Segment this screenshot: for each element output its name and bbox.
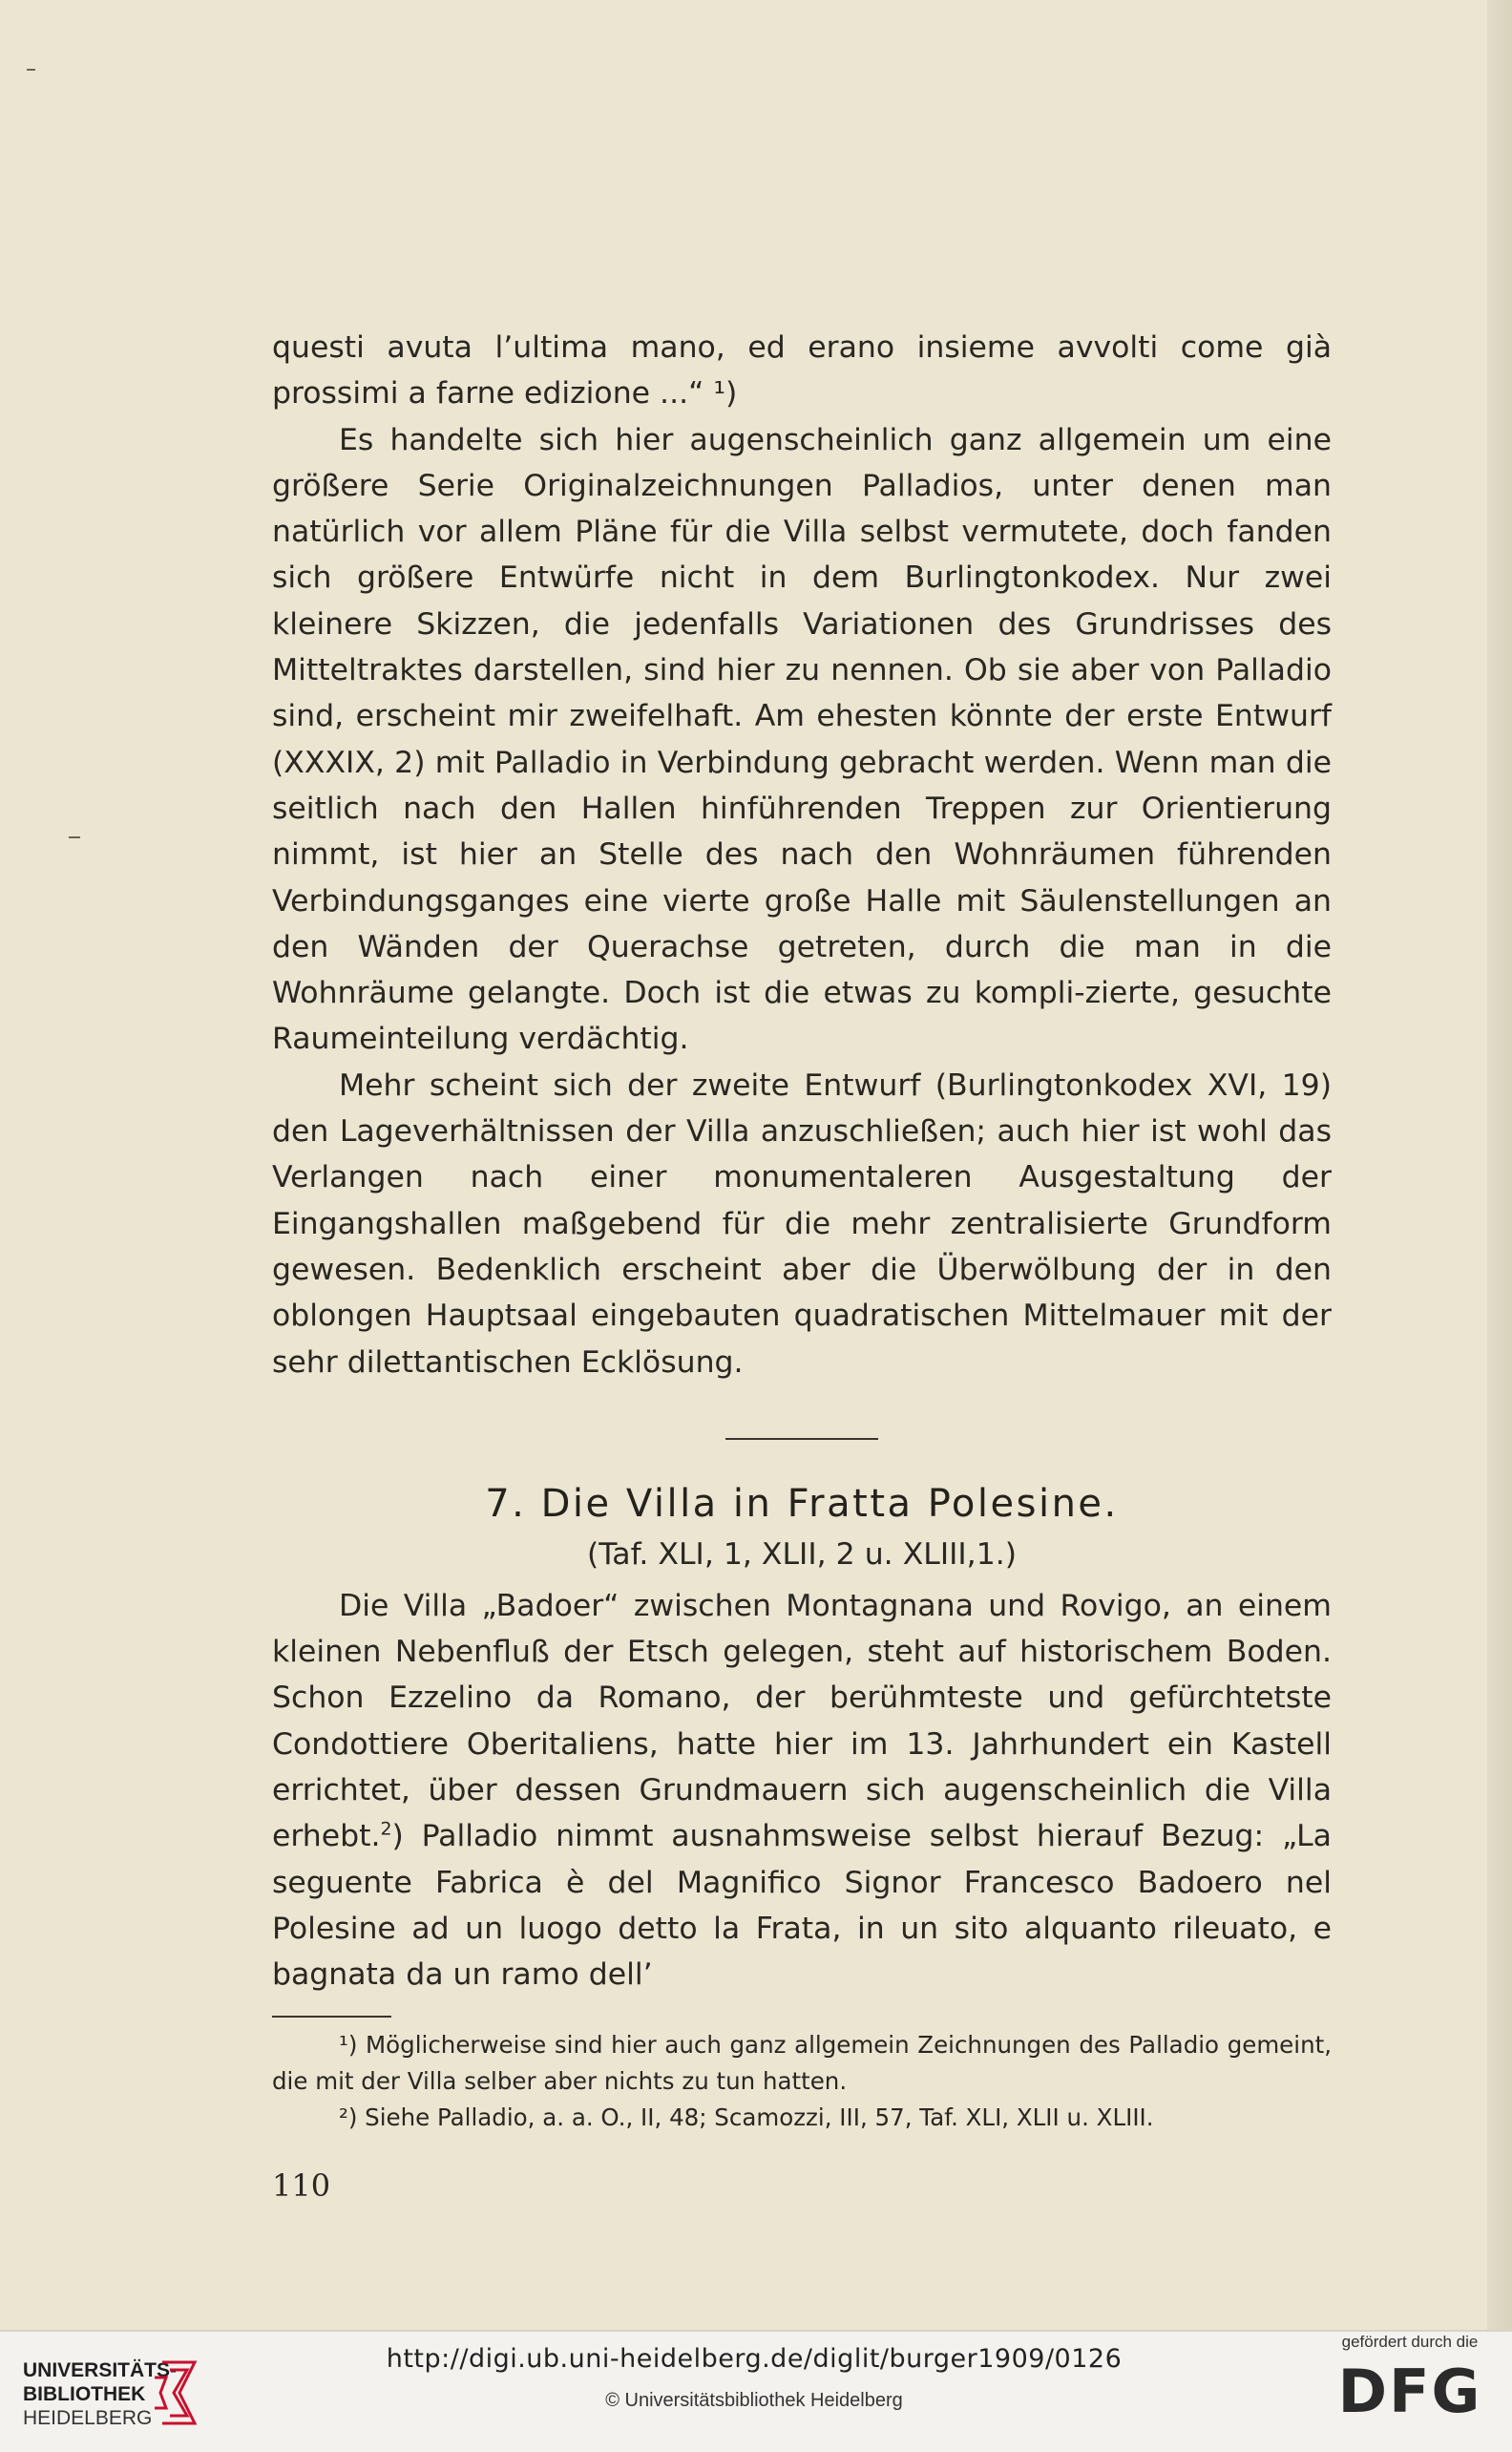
section-subtitle: (Taf. XLI, 1, XLII, 2 u. XLIII,1.) (586, 1536, 1018, 1572)
section-divider (725, 1438, 878, 1440)
paragraph-text: Die Villa „Badoer“ zwischen Montagnana und Rovigo, an einem kleinen Nebenfluß der Etsch gelegen, steht auf historischem Boden. Schon Ezzelino da Romano, der berühmteste und gefürchtetste Condottiere Oberitaliens, hatte hier im 13. Jahrhundert ein Kastell errichtet, über dessen Grundmauern sich augenscheinlich die Villa erhebt. (272, 1588, 1332, 1854)
footnotes (272, 2027, 1332, 2136)
paragraph (272, 1583, 1332, 1998)
permalink-url[interactable]: http://digi.ub.uni-heidelberg.de/diglit/burger1909/0126 (386, 2344, 1123, 2374)
paragraph-text: ) Palladio nimmt ausnahmsweise selbst hierauf Bezug: „La seguente Fabrica è del Magnifico Signor Francesco Badoero nel Polesine ad un luogo detto la Frata, in un sito alquanto rileuato, e bagnata da un ramo dell’ (272, 1819, 1332, 1993)
footnote: ¹) Möglicherweise sind hier auch ganz allgemein Zeichnungen des Palladio gemeint, die mit der Villa selber aber nichts zu tun hatten. (272, 2030, 1332, 2095)
footnote-rule (272, 2016, 391, 2018)
section-title: 7. Die Villa in Fratta Polesine. (485, 1481, 1119, 1526)
library-name-line3: HEIDELBERG (23, 2407, 153, 2429)
paragraph: Mehr scheint sich der zweite Entwurf (Burlingtonkodex XVI, 19) den Lageverhältnissen der Villa anzuschließen; auch hier ist wohl das Verlangen nach einer monumentaleren Ausgestaltung der Eingangshallen maßgebend für die mehr zentralisierte Grundform gewesen. Bedenklich erscheint aber die Überwölbung der in den oblongen Hauptsaal eingebauten quadratischen Mittelmauer mit der sehr dilettantischen Ecklösung. (272, 1067, 1332, 1380)
library-emblem-icon (153, 2355, 208, 2431)
page-edge-shadow (1487, 0, 1512, 2330)
paragraph: Es handelte sich hier augenscheinlich ganz allgemein um eine größere Serie Originalzeichnungen Palladios, unter denen man natürlich vor allem Pläne für die Villa selbst vermutete, doch fanden sich größere Entwürfe nicht in dem Burlingtonkodex. Nur zwei kleinere Skizzen, die jedenfalls Variationen des Grundrisses des Mitteltraktes darstellen, sind hier zu nennen. Ob sie aber von Palladio sind, erscheint mir zweifelhaft. Am ehesten könnte der erste Entwurf (XXXIX, 2) mit Palladio in Verbindung gebracht werden. Wenn man die seitlich nach den Hallen hinführenden Treppen zur Orientierung nimmt, ist hier an Stelle des nach den Wohnräumen führenden Verbindungsganges eine vierte große Halle mit Säulenstellungen an den Wänden der Querachse getreten, durch die man in die Wohnräume gelangte. Doch ist die etwas zu kompli-zierte, gesuchte Raumeinteilung verdächtig. (272, 422, 1332, 1057)
scan-mark (69, 836, 80, 838)
footnote: ²) Siehe Palladio, a. a. O., II, 48; Scamozzi, III, 57, Taf. XLI, XLII u. XLIII. (339, 2103, 1154, 2131)
library-name-line1: UNIVERSITÄTS- (23, 2359, 178, 2381)
dfg-logo[interactable]: DFG (1337, 2357, 1482, 2426)
page-number: 110 (272, 2167, 331, 2204)
body-text (272, 325, 1332, 2209)
scan-mark (27, 69, 35, 71)
copyright-notice: © Universitätsbibliothek Heidelberg (605, 2390, 903, 2411)
footnote-ref: 2 (380, 1818, 392, 1840)
funding-note: gefördert durch die (1341, 2333, 1479, 2351)
continuation-paragraph: questi avuta l’ultima mano, ed erano insieme avvolti come già prossimi a farne edizione ...“ ¹) (272, 330, 1332, 412)
library-name-line2: BIBLIOTHEK (23, 2383, 146, 2405)
